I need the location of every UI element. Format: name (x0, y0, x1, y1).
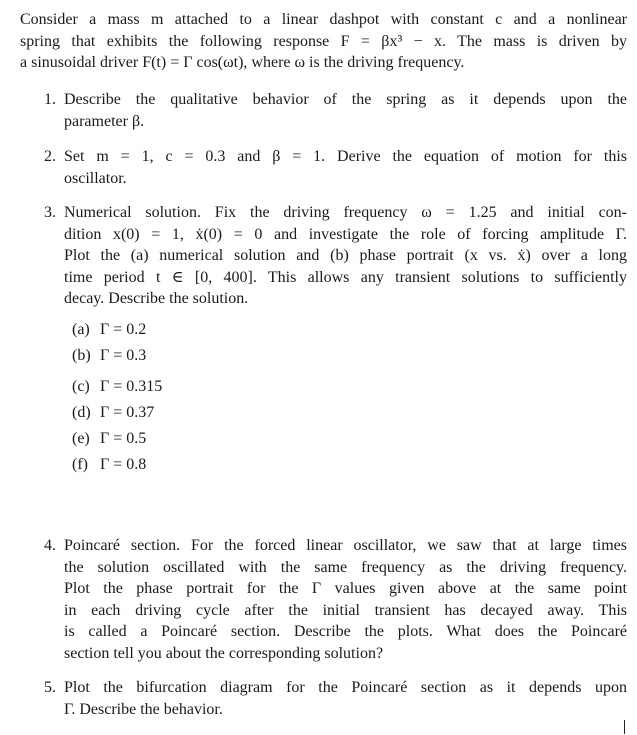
gamma-value: Γ = 0.315 (100, 378, 163, 395)
gamma-value: Γ = 0.2 (100, 321, 147, 338)
gamma-value: Γ = 0.8 (100, 456, 147, 473)
item-number: 2. (44, 148, 56, 165)
text-line: oscillator. (64, 169, 127, 187)
item-label: (c) (72, 378, 90, 395)
item-label: (b) (72, 347, 91, 364)
text-line: the solution oscillated with the same frequency as the driving frequency. (64, 558, 627, 576)
text-line: section tell you about the corresponding solution? (64, 644, 384, 662)
item-number: 1. (44, 91, 56, 108)
text-line: in each driving cycle after the initial transient has decayed away. This (64, 601, 627, 619)
problem-item-2 (44, 146, 627, 189)
item-number: 3. (44, 204, 56, 221)
text-line: is called a Poincaré section. Describe the plots. What does the Poincaré (64, 623, 627, 640)
item-number: 5. (44, 679, 56, 696)
list-item (72, 428, 146, 450)
text-line: parameter β. (64, 112, 145, 130)
gamma-value: Γ = 0.37 (100, 404, 155, 421)
list-item (72, 345, 146, 367)
problem-item-1 (44, 89, 627, 132)
text-line: Consider a mass m attached to a linear dashpot with constant c and a nonlinear (20, 11, 627, 28)
text-cursor (624, 720, 625, 734)
list-item (72, 402, 154, 424)
item-label: (a) (72, 321, 90, 338)
problem-item-4 (44, 535, 627, 664)
list-item (72, 319, 146, 341)
item-label: (e) (72, 430, 90, 447)
text-line: Γ. Describe the behavior. (64, 700, 223, 718)
text-line: Set m = 1, c = 0.3 and β = 1. Derive the equation of motion for this (64, 148, 627, 165)
text-line: Plot the bifurcation diagram for the Poincaré section as it depends upon (64, 679, 627, 696)
text-line: time period t ∈ [0, 400]. This allows any transient solutions to sufficiently (64, 268, 627, 286)
text-line: a sinusoidal driver F(t) = Γ cos(ωt), where ω is the driving frequency. (20, 54, 465, 71)
gamma-value: Γ = 0.5 (100, 430, 147, 447)
text-line: Describe the qualitative behavior of the spring as it depends upon the (64, 91, 627, 108)
problem-item-5 (44, 677, 627, 720)
text-line: dition x(0) = 1, ẋ(0) = 0 and investigate the role of forcing amplitude Γ. (64, 225, 627, 243)
list-item (72, 376, 162, 398)
item-label: (f) (72, 456, 88, 473)
item-label: (d) (72, 404, 91, 421)
list-item (72, 454, 146, 476)
item-number: 4. (44, 537, 56, 554)
text-line: Poincaré section. For the forced linear oscillator, we saw that at large times (64, 537, 627, 554)
text-line: Numerical solution. Fix the driving frequency ω = 1.25 and initial con- (64, 204, 627, 221)
text-line: spring that exhibits the following response F = βx³ − x. The mass is driven by (20, 32, 627, 50)
text-line: decay. Describe the solution. (64, 290, 249, 307)
text-line: Plot the (a) numerical solution and (b) phase portrait (x vs. ẋ) over a long (64, 247, 627, 264)
gamma-value: Γ = 0.3 (100, 347, 147, 364)
problem-item-3 (44, 202, 627, 310)
text-line: Plot the phase portrait for the Γ values given above at the same point (64, 580, 627, 597)
intro-paragraph (20, 9, 627, 74)
